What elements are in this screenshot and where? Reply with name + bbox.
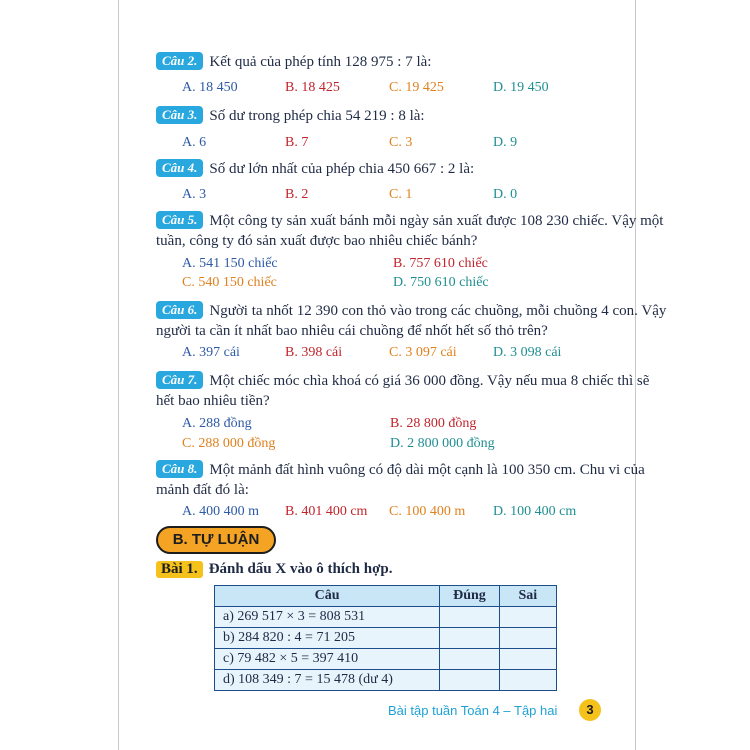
exercise-tag: Bài 1. bbox=[156, 561, 203, 578]
option-d: D. 750 610 chiếc bbox=[393, 275, 489, 290]
question-tag: Câu 3. bbox=[156, 106, 203, 124]
table-row bbox=[215, 649, 557, 670]
column-header-cau: Câu bbox=[215, 586, 440, 607]
dung-checkbox-cell[interactable] bbox=[440, 628, 499, 649]
question-text-line1: Một mảnh đất hình vuông có độ dài một cạnh là 100 350 cm. Chu vi của bbox=[209, 462, 645, 478]
option-c: C. 3 bbox=[389, 135, 413, 150]
option-a: A. 400 400 m bbox=[182, 504, 259, 519]
question-tag: Câu 2. bbox=[156, 52, 203, 70]
option-d: D. 2 800 000 đồng bbox=[390, 436, 495, 451]
option-d: D. 100 400 cm bbox=[493, 504, 577, 519]
question-tag: Câu 7. bbox=[156, 371, 203, 389]
sai-checkbox-cell[interactable] bbox=[499, 628, 556, 649]
option-c: C. 3 097 cái bbox=[389, 345, 457, 360]
question-3 bbox=[156, 106, 425, 126]
option-d: D. 0 bbox=[493, 187, 518, 202]
option-c: C. 1 bbox=[389, 187, 413, 202]
footer-book-title: Bài tập tuần Toán 4 – Tập hai bbox=[388, 703, 558, 718]
question-4 bbox=[156, 159, 474, 179]
option-b: B. 28 800 đồng bbox=[390, 416, 477, 431]
statement-cell: d) 108 349 : 7 = 15 478 (dư 4) bbox=[215, 670, 440, 691]
page-number: 3 bbox=[579, 699, 601, 721]
option-d: D. 19 450 bbox=[493, 80, 549, 95]
dung-checkbox-cell[interactable] bbox=[440, 670, 499, 691]
option-b: B. 757 610 chiếc bbox=[393, 256, 488, 271]
answer-table bbox=[214, 585, 557, 691]
option-a: A. 397 cái bbox=[182, 345, 240, 360]
table-row bbox=[215, 670, 557, 691]
question-tag: Câu 6. bbox=[156, 301, 203, 319]
option-c: C. 19 425 bbox=[389, 80, 444, 95]
question-7 bbox=[156, 371, 649, 411]
column-header-dung: Đúng bbox=[440, 586, 499, 607]
table-row bbox=[215, 607, 557, 628]
option-a: A. 3 bbox=[182, 187, 207, 202]
dung-checkbox-cell[interactable] bbox=[440, 607, 499, 628]
question-text-line2: người ta cần ít nhất bao nhiêu cái chuồng để nhốt hết số thỏ trên? bbox=[156, 323, 548, 339]
option-c: C. 540 150 chiếc bbox=[182, 275, 277, 290]
question-8 bbox=[156, 460, 645, 500]
question-6 bbox=[156, 301, 666, 341]
exercise-text: Đánh dấu X vào ô thích hợp. bbox=[208, 561, 393, 577]
question-tag: Câu 4. bbox=[156, 159, 203, 177]
option-b: B. 7 bbox=[285, 135, 309, 150]
column-header-sai: Sai bbox=[499, 586, 556, 607]
option-a: A. 18 450 bbox=[182, 80, 238, 95]
sai-checkbox-cell[interactable] bbox=[499, 607, 556, 628]
question-text-line2: tuần, công ty đó sản xuất được bao nhiêu chiếc bánh? bbox=[156, 233, 478, 249]
question-text-line2: mảnh đất đó là: bbox=[156, 482, 249, 498]
statement-cell: a) 269 517 × 3 = 808 531 bbox=[215, 607, 440, 628]
option-d: D. 9 bbox=[493, 135, 518, 150]
option-a: A. 288 đồng bbox=[182, 416, 252, 431]
dung-checkbox-cell[interactable] bbox=[440, 649, 499, 670]
option-b: B. 2 bbox=[285, 187, 309, 202]
question-text-line1: Một chiếc móc chìa khoá có giá 36 000 đồng. Vậy nếu mua 8 chiếc thì sẽ bbox=[209, 373, 650, 389]
question-text-line1: Người ta nhốt 12 390 con thỏ vào trong các chuồng, mỗi chuồng 4 con. Vậy bbox=[209, 303, 667, 319]
question-text-line2: hết bao nhiêu tiền? bbox=[156, 393, 270, 409]
question-5 bbox=[156, 211, 663, 251]
table-row bbox=[215, 628, 557, 649]
option-b: B. 401 400 cm bbox=[285, 504, 368, 519]
option-b: B. 18 425 bbox=[285, 80, 340, 95]
option-b: B. 398 cái bbox=[285, 345, 343, 360]
question-text: Số dư lớn nhất của phép chia 450 667 : 2 là: bbox=[209, 161, 475, 177]
section-heading-tu-luan: B. TỰ LUẬN bbox=[156, 526, 276, 554]
table-header-row bbox=[215, 586, 557, 607]
option-c: C. 288 000 đồng bbox=[182, 436, 276, 451]
statement-cell: b) 284 820 : 4 = 71 205 bbox=[215, 628, 440, 649]
statement-cell: c) 79 482 × 5 = 397 410 bbox=[215, 649, 440, 670]
sai-checkbox-cell[interactable] bbox=[499, 670, 556, 691]
question-text: Số dư trong phép chia 54 219 : 8 là: bbox=[209, 108, 425, 124]
option-a: A. 6 bbox=[182, 135, 207, 150]
question-tag: Câu 8. bbox=[156, 460, 203, 478]
option-c: C. 100 400 m bbox=[389, 504, 466, 519]
question-2 bbox=[156, 52, 431, 72]
exercise-1-instruction bbox=[156, 561, 392, 578]
sai-checkbox-cell[interactable] bbox=[499, 649, 556, 670]
question-tag: Câu 5. bbox=[156, 211, 203, 229]
option-d: D. 3 098 cái bbox=[493, 345, 562, 360]
question-text: Kết quả của phép tính 128 975 : 7 là: bbox=[209, 54, 432, 70]
question-text-line1: Một công ty sản xuất bánh mỗi ngày sản xuất được 108 230 chiếc. Vậy một bbox=[209, 213, 664, 229]
option-a: A. 541 150 chiếc bbox=[182, 256, 278, 271]
